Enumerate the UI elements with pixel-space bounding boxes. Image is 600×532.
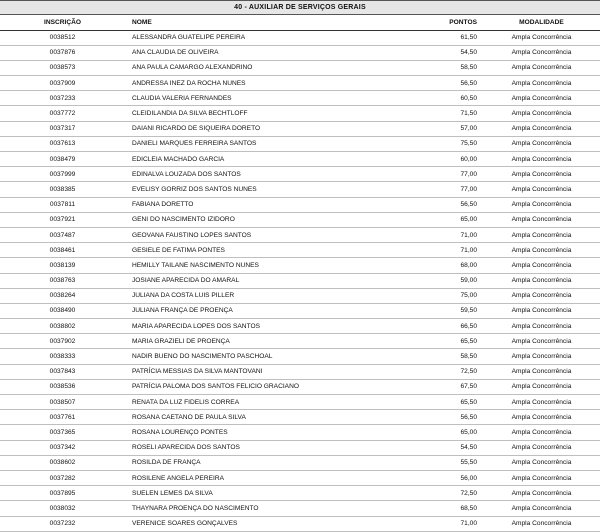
cell-nome: MARIA GRAZIELI DE PROENÇA: [132, 337, 230, 345]
cell-modalidade: Ampla Concorrência: [511, 489, 572, 497]
cell-inscricao: 0038385: [49, 185, 76, 193]
cell-pontos: 66,50: [460, 322, 477, 330]
cell-modalidade: Ampla Concorrência: [511, 368, 572, 376]
cell-nome: ROSILENE ANGELA PEREIRA: [132, 474, 224, 482]
cell-modalidade: Ampla Concorrência: [511, 49, 572, 57]
cell-modalidade: Ampla Concorrência: [511, 261, 572, 269]
cell-pontos: 68,50: [460, 504, 477, 512]
cell-modalidade: Ampla Concorrência: [511, 34, 572, 42]
cell-pontos: 56,50: [460, 79, 477, 87]
cell-nome: CLEIDILANDIA DA SILVA BECHTLOFF: [132, 110, 248, 118]
cell-nome: ANA PAULA CAMARGO ALEXANDRINO: [132, 64, 253, 72]
cell-pontos: 60,50: [460, 94, 477, 102]
cell-inscricao: 0038032: [49, 504, 76, 512]
table-row: [0, 288, 600, 303]
header-modalidade: MODALIDADE: [519, 18, 564, 26]
table-body: [0, 30, 600, 531]
cell-pontos: 55,50: [460, 459, 477, 467]
table-row: [0, 470, 600, 485]
cell-modalidade: Ampla Concorrência: [511, 383, 572, 391]
cell-modalidade: Ampla Concorrência: [511, 474, 572, 482]
cell-inscricao: 0038536: [49, 383, 76, 391]
cell-modalidade: Ampla Concorrência: [511, 353, 572, 361]
cell-nome: RENATA DA LUZ FIDELIS CORREA: [132, 398, 240, 406]
table-row: [0, 379, 600, 394]
cell-pontos: 71,00: [460, 231, 477, 239]
cell-modalidade: Ampla Concorrência: [511, 201, 572, 209]
table-row: [0, 152, 600, 167]
cell-nome: HEMILLY TAILANE NASCIMENTO NUNES: [132, 261, 259, 269]
table-row: [0, 440, 600, 455]
cell-inscricao: 0037909: [49, 79, 76, 87]
cell-pontos: 65,00: [460, 216, 477, 224]
cell-pontos: 57,00: [460, 125, 477, 133]
table-row: [0, 319, 600, 334]
cell-inscricao: 0037902: [49, 337, 76, 345]
cell-inscricao: 0037811: [49, 201, 76, 209]
cell-nome: GEOVANA FAUSTINO LOPES SANTOS: [132, 231, 252, 239]
cell-pontos: 65,50: [460, 337, 477, 345]
results-table: [0, 15, 600, 532]
cell-inscricao: 0038802: [49, 322, 76, 330]
cell-pontos: 56,50: [460, 413, 477, 421]
cell-modalidade: Ampla Concorrência: [511, 155, 572, 163]
cell-inscricao: 0038507: [49, 398, 76, 406]
section-title: 40 - AUXILIAR DE SERVIÇOS GERAIS: [0, 0, 600, 15]
table-row: [0, 45, 600, 60]
header-pontos: PONTOS: [449, 18, 477, 26]
cell-nome: SUELEN LEMES DA SILVA: [132, 489, 213, 497]
table-row: [0, 455, 600, 470]
cell-inscricao: 0037921: [49, 216, 76, 224]
cell-pontos: 77,00: [460, 185, 477, 193]
cell-inscricao: 0037487: [49, 231, 76, 239]
table-row: [0, 121, 600, 136]
cell-nome: PATRÍCIA MESSIAS DA SILVA MANTOVANI: [132, 368, 263, 376]
cell-nome: CLAUDIA VALERIA FERNANDES: [132, 94, 232, 102]
cell-nome: JULIANA DA COSTA LUIS PILLER: [132, 292, 235, 300]
cell-inscricao: 0038461: [49, 246, 76, 254]
cell-nome: ROSANA CAETANO DE PAULA SILVA: [132, 413, 246, 421]
cell-nome: EDICLEIA MACHADO GARCIA: [132, 155, 225, 163]
table-row: [0, 364, 600, 379]
cell-nome: JULIANA FRANÇA DE PROENÇA: [132, 307, 233, 315]
cell-pontos: 56,50: [460, 201, 477, 209]
cell-pontos: 71,00: [460, 520, 477, 528]
cell-pontos: 72,50: [460, 489, 477, 497]
cell-modalidade: Ampla Concorrência: [511, 94, 572, 102]
cell-pontos: 75,00: [460, 292, 477, 300]
cell-nome: ALESSANDRA GUATELIPE PEREIRA: [132, 34, 246, 42]
cell-modalidade: Ampla Concorrência: [511, 444, 572, 452]
cell-modalidade: Ampla Concorrência: [511, 231, 572, 239]
cell-nome: ROSELI APARECIDA DOS SANTOS: [132, 444, 240, 452]
cell-modalidade: Ampla Concorrência: [511, 413, 572, 421]
table-row: [0, 273, 600, 288]
table-row: [0, 486, 600, 501]
cell-pontos: 75,50: [460, 140, 477, 148]
table-row: [0, 303, 600, 318]
cell-pontos: 67,50: [460, 383, 477, 391]
table-row: [0, 410, 600, 425]
table-row: [0, 501, 600, 516]
cell-modalidade: Ampla Concorrência: [511, 337, 572, 345]
table-row: [0, 106, 600, 121]
cell-modalidade: Ampla Concorrência: [511, 140, 572, 148]
cell-nome: GENI DO NASCIMENTO IZIDORO: [132, 216, 235, 224]
cell-pontos: 72,50: [460, 368, 477, 376]
cell-inscricao: 0037772: [49, 110, 76, 118]
table-row: [0, 258, 600, 273]
cell-pontos: 58,50: [460, 64, 477, 72]
cell-inscricao: 0037232: [49, 520, 76, 528]
cell-pontos: 59,00: [460, 277, 477, 285]
cell-inscricao: 0037761: [49, 413, 76, 421]
cell-pontos: 56,00: [460, 474, 477, 482]
table-row: [0, 395, 600, 410]
cell-nome: VERENICE SOARES GONÇALVES: [132, 520, 238, 528]
table-row: [0, 197, 600, 212]
cell-inscricao: 0038264: [49, 292, 76, 300]
cell-pontos: 68,00: [460, 261, 477, 269]
cell-modalidade: Ampla Concorrência: [511, 110, 572, 118]
cell-inscricao: 0038602: [49, 459, 76, 467]
table-row: [0, 516, 600, 531]
cell-inscricao: 0037876: [49, 49, 76, 57]
cell-pontos: 61,50: [460, 34, 477, 42]
cell-nome: FABIANA DORETTO: [132, 201, 194, 209]
cell-inscricao: 0037999: [49, 170, 76, 178]
table-row: [0, 349, 600, 364]
cell-pontos: 58,50: [460, 353, 477, 361]
cell-pontos: 77,00: [460, 170, 477, 178]
cell-inscricao: 0038490: [49, 307, 76, 315]
table-row: [0, 243, 600, 258]
cell-pontos: 60,00: [460, 155, 477, 163]
cell-modalidade: Ampla Concorrência: [511, 185, 572, 193]
header-inscricao: INSCRIÇÃO: [44, 18, 81, 26]
table-row: [0, 212, 600, 227]
cell-modalidade: Ampla Concorrência: [511, 398, 572, 406]
cell-modalidade: Ampla Concorrência: [511, 125, 572, 133]
table-row: [0, 182, 600, 197]
table-row: [0, 167, 600, 182]
table-row: [0, 334, 600, 349]
cell-modalidade: Ampla Concorrência: [511, 170, 572, 178]
cell-inscricao: 0037282: [49, 474, 76, 482]
cell-nome: PATRÍCIA PALOMA DOS SANTOS FELICIO GRACIANO: [132, 383, 299, 391]
cell-pontos: 65,50: [460, 398, 477, 406]
cell-nome: JOSIANE APARECIDA DO AMARAL: [132, 277, 240, 285]
cell-nome: ANA CLAUDIA DE OLIVEIRA: [132, 49, 219, 57]
cell-pontos: 54,50: [460, 444, 477, 452]
table-row: [0, 60, 600, 75]
cell-inscricao: 0038512: [49, 34, 76, 42]
cell-modalidade: Ampla Concorrência: [511, 246, 572, 254]
cell-modalidade: Ampla Concorrência: [511, 520, 572, 528]
table-row: [0, 91, 600, 106]
cell-nome: ROSANA LOURENÇO PONTES: [132, 428, 228, 436]
cell-modalidade: Ampla Concorrência: [511, 277, 572, 285]
cell-modalidade: Ampla Concorrência: [511, 216, 572, 224]
cell-modalidade: Ampla Concorrência: [511, 459, 572, 467]
cell-inscricao: 0038139: [49, 261, 76, 269]
header-nome: NOME: [132, 18, 152, 26]
table-row: [0, 136, 600, 151]
cell-nome: DAIANI RICARDO DE SIQUEIRA DORETO: [132, 125, 261, 133]
cell-modalidade: Ampla Concorrência: [511, 79, 572, 87]
cell-nome: DANIELI MARQUES FERREIRA SANTOS: [132, 140, 257, 148]
cell-inscricao: 0037843: [49, 368, 76, 376]
cell-modalidade: Ampla Concorrência: [511, 64, 572, 72]
cell-modalidade: Ampla Concorrência: [511, 504, 572, 512]
cell-modalidade: Ampla Concorrência: [511, 292, 572, 300]
cell-inscricao: 0038333: [49, 353, 76, 361]
cell-pontos: 65,00: [460, 428, 477, 436]
cell-inscricao: 0037365: [49, 428, 76, 436]
cell-pontos: 54,50: [460, 49, 477, 57]
cell-inscricao: 0037342: [49, 444, 76, 452]
cell-nome: ANDRESSA INEZ DA ROCHA NUNES: [132, 79, 246, 87]
cell-inscricao: 0037895: [49, 489, 76, 497]
table-row: [0, 425, 600, 440]
header-row: [0, 15, 600, 30]
cell-inscricao: 0037613: [49, 140, 76, 148]
cell-nome: THAYNARA PROENÇA DO NASCIMENTO: [132, 504, 259, 512]
cell-nome: GESIELE DE FATIMA PONTES: [132, 246, 225, 254]
cell-inscricao: 0038573: [49, 64, 76, 72]
cell-inscricao: 0038479: [49, 155, 76, 163]
cell-modalidade: Ampla Concorrência: [511, 307, 572, 315]
cell-pontos: 71,50: [460, 110, 477, 118]
cell-modalidade: Ampla Concorrência: [511, 428, 572, 436]
cell-modalidade: Ampla Concorrência: [511, 322, 572, 330]
cell-pontos: 59,50: [460, 307, 477, 315]
table-header: [0, 15, 600, 30]
cell-pontos: 71,00: [460, 246, 477, 254]
cell-nome: ROSILDA DE FRANÇA: [132, 459, 201, 467]
cell-inscricao: 0037233: [49, 94, 76, 102]
cell-nome: NADIR BUENO DO NASCIMENTO PASCHOAL: [132, 353, 273, 361]
cell-nome: EDINALVA LOUZADA DOS SANTOS: [132, 170, 241, 178]
table-row: [0, 30, 600, 45]
cell-inscricao: 0038763: [49, 277, 76, 285]
cell-nome: MARIA APARECIDA LOPES DOS SANTOS: [132, 322, 261, 330]
table-row: [0, 227, 600, 242]
cell-nome: EVELISY GORRIZ DOS SANTOS NUNES: [132, 185, 257, 193]
cell-inscricao: 0037317: [49, 125, 76, 133]
table-row: [0, 76, 600, 91]
